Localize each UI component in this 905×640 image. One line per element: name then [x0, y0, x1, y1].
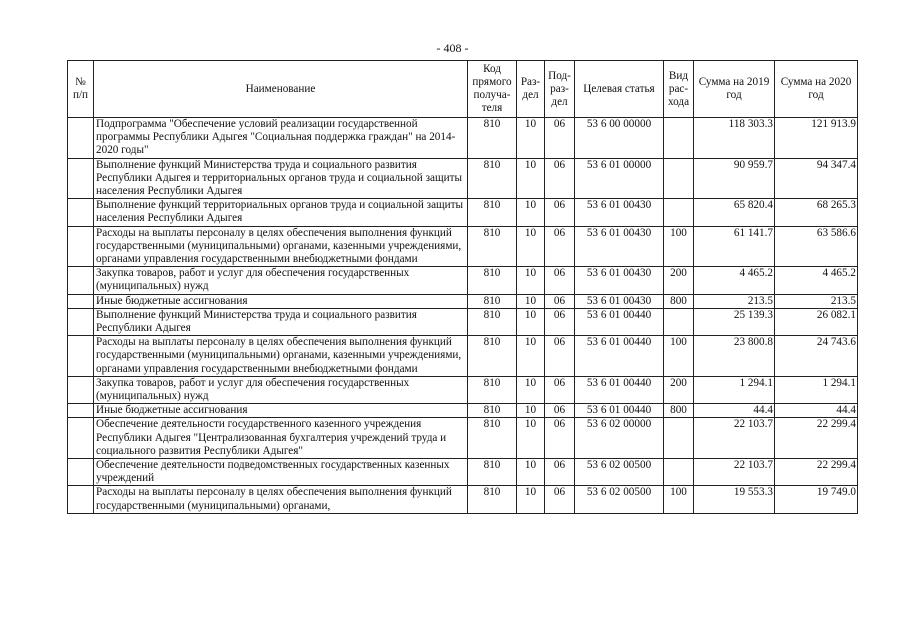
header-expense-type: Вид рас-хода — [664, 61, 694, 118]
cell-sum2019: 25 139.3 — [694, 308, 775, 335]
cell-sum2020: 24 743.6 — [775, 336, 858, 377]
cell-target: 53 6 01 00430 — [575, 267, 664, 294]
cell-num — [68, 308, 94, 335]
cell-name: Расходы на выплаты персоналу в целях обеспечения выполнения функций государственными (муниципальными) органами, казенными учреждениями, органами управления государственными внебюджетными фондами — [94, 226, 468, 267]
cell-num — [68, 486, 94, 513]
cell-subsection: 06 — [545, 336, 575, 377]
cell-section: 10 — [517, 226, 545, 267]
cell-num — [68, 118, 94, 159]
cell-expense-type: 100 — [664, 486, 694, 513]
table-row — [68, 158, 858, 199]
cell-name: Закупка товаров, работ и услуг для обеспечения государственных (муниципальных) нужд — [94, 267, 468, 294]
cell-sum2019: 4 465.2 — [694, 267, 775, 294]
cell-expense-type — [664, 418, 694, 459]
cell-target: 53 6 01 00440 — [575, 336, 664, 377]
cell-name: Выполнение функций Министерства труда и социального развития Республики Адыгея — [94, 308, 468, 335]
cell-name: Обеспечение деятельности подведомственных государственных казенных учреждений — [94, 459, 468, 486]
page-number: - 408 - — [436, 41, 469, 55]
cell-target: 53 6 02 00500 — [575, 459, 664, 486]
header-sum-2019: Сумма на 2019 год — [694, 61, 775, 118]
cell-code: 810 — [468, 199, 517, 226]
header-num: № п/п — [68, 61, 94, 118]
table-row — [68, 226, 858, 267]
cell-expense-type: 200 — [664, 376, 694, 403]
cell-subsection: 06 — [545, 226, 575, 267]
cell-sum2020: 68 265.3 — [775, 199, 858, 226]
cell-name: Выполнение функций территориальных органов труда и социальной защиты населения Республики Адыгея — [94, 199, 468, 226]
cell-code: 810 — [468, 459, 517, 486]
table-row — [68, 418, 858, 459]
cell-subsection: 06 — [545, 486, 575, 513]
cell-expense-type — [664, 308, 694, 335]
cell-section: 10 — [517, 336, 545, 377]
cell-expense-type — [664, 118, 694, 159]
cell-code: 810 — [468, 376, 517, 403]
cell-sum2019: 90 959.7 — [694, 158, 775, 199]
cell-name: Обеспечение деятельности государственного казенного учреждения Республики Адыгея "Централизованная бухгалтерия учреждений труда и социального развития Республики Адыгея" — [94, 418, 468, 459]
cell-target: 53 6 01 00440 — [575, 376, 664, 403]
cell-sum2019: 19 553.3 — [694, 486, 775, 513]
cell-subsection: 06 — [545, 418, 575, 459]
table-body — [68, 118, 858, 514]
cell-section: 10 — [517, 459, 545, 486]
budget-table — [67, 60, 858, 514]
cell-num — [68, 336, 94, 377]
cell-subsection: 06 — [545, 158, 575, 199]
cell-sum2019: 22 103.7 — [694, 459, 775, 486]
cell-sum2019: 23 800.8 — [694, 336, 775, 377]
table-row — [68, 199, 858, 226]
cell-name: Расходы на выплаты персоналу в целях обеспечения выполнения функций государственными (муниципальными) органами, — [94, 486, 468, 513]
cell-name: Иные бюджетные ассигнования — [94, 404, 468, 418]
cell-subsection: 06 — [545, 294, 575, 308]
cell-subsection: 06 — [545, 404, 575, 418]
cell-sum2020: 1 294.1 — [775, 376, 858, 403]
cell-num — [68, 199, 94, 226]
table-row — [68, 486, 858, 513]
cell-section: 10 — [517, 486, 545, 513]
cell-subsection: 06 — [545, 199, 575, 226]
cell-section: 10 — [517, 404, 545, 418]
cell-target: 53 6 01 00430 — [575, 226, 664, 267]
cell-expense-type — [664, 158, 694, 199]
cell-section: 10 — [517, 199, 545, 226]
table-row — [68, 294, 858, 308]
cell-sum2020: 213.5 — [775, 294, 858, 308]
table-row — [68, 404, 858, 418]
cell-subsection: 06 — [545, 118, 575, 159]
cell-target: 53 6 01 00430 — [575, 199, 664, 226]
cell-code: 810 — [468, 418, 517, 459]
cell-num — [68, 418, 94, 459]
cell-num — [68, 459, 94, 486]
cell-code: 810 — [468, 336, 517, 377]
cell-expense-type: 800 — [664, 404, 694, 418]
cell-expense-type — [664, 459, 694, 486]
cell-code: 810 — [468, 404, 517, 418]
cell-section: 10 — [517, 418, 545, 459]
cell-sum2020: 26 082.1 — [775, 308, 858, 335]
cell-code: 810 — [468, 308, 517, 335]
cell-num — [68, 267, 94, 294]
table-row — [68, 267, 858, 294]
cell-name: Подпрограмма "Обеспечение условий реализации государственной программы Республики Адыгея "Социальная поддержка граждан" на 2014-2020 годы" — [94, 118, 468, 159]
cell-num — [68, 404, 94, 418]
cell-section: 10 — [517, 267, 545, 294]
cell-sum2020: 22 299.4 — [775, 418, 858, 459]
cell-expense-type: 800 — [664, 294, 694, 308]
cell-section: 10 — [517, 118, 545, 159]
header-subsection: Под-раз-дел — [545, 61, 575, 118]
table-row — [68, 376, 858, 403]
cell-target: 53 6 00 00000 — [575, 118, 664, 159]
cell-section: 10 — [517, 294, 545, 308]
cell-code: 810 — [468, 226, 517, 267]
cell-sum2020: 94 347.4 — [775, 158, 858, 199]
cell-sum2019: 118 303.3 — [694, 118, 775, 159]
cell-expense-type: 100 — [664, 336, 694, 377]
table-row — [68, 308, 858, 335]
cell-subsection: 06 — [545, 267, 575, 294]
cell-sum2020: 63 586.6 — [775, 226, 858, 267]
cell-sum2019: 22 103.7 — [694, 418, 775, 459]
cell-num — [68, 158, 94, 199]
cell-code: 810 — [468, 118, 517, 159]
cell-name: Иные бюджетные ассигнования — [94, 294, 468, 308]
cell-target: 53 6 01 00440 — [575, 308, 664, 335]
table-row — [68, 459, 858, 486]
cell-sum2019: 61 141.7 — [694, 226, 775, 267]
cell-name: Закупка товаров, работ и услуг для обеспечения государственных (муниципальных) нужд — [94, 376, 468, 403]
cell-subsection: 06 — [545, 376, 575, 403]
cell-num — [68, 226, 94, 267]
cell-sum2020: 44.4 — [775, 404, 858, 418]
header-target: Целевая статья — [575, 61, 664, 118]
cell-sum2019: 65 820.4 — [694, 199, 775, 226]
table-row — [68, 336, 858, 377]
header-name: Наименование — [94, 61, 468, 118]
cell-section: 10 — [517, 376, 545, 403]
cell-sum2020: 4 465.2 — [775, 267, 858, 294]
cell-sum2019: 1 294.1 — [694, 376, 775, 403]
cell-name: Расходы на выплаты персоналу в целях обеспечения выполнения функций государственными (муниципальными) органами, казенными учреждениями, органами управления государственными внебюджетными фондами — [94, 336, 468, 377]
cell-code: 810 — [468, 267, 517, 294]
cell-num — [68, 294, 94, 308]
cell-sum2020: 19 749.0 — [775, 486, 858, 513]
header-code: Код прямого получа-теля — [468, 61, 517, 118]
cell-target: 53 6 01 00000 — [575, 158, 664, 199]
cell-name: Выполнение функций Министерства труда и социального развития Республики Адыгея и территориальных органов труда и социальной защиты населения Республики Адыгея — [94, 158, 468, 199]
cell-sum2019: 44.4 — [694, 404, 775, 418]
header-sum-2020: Сумма на 2020 год — [775, 61, 858, 118]
cell-expense-type — [664, 199, 694, 226]
cell-expense-type: 100 — [664, 226, 694, 267]
cell-code: 810 — [468, 486, 517, 513]
cell-sum2019: 213.5 — [694, 294, 775, 308]
cell-section: 10 — [517, 158, 545, 199]
cell-num — [68, 376, 94, 403]
cell-sum2020: 121 913.9 — [775, 118, 858, 159]
table-header-row — [68, 61, 858, 118]
cell-expense-type: 200 — [664, 267, 694, 294]
cell-target: 53 6 02 00500 — [575, 486, 664, 513]
cell-sum2020: 22 299.4 — [775, 459, 858, 486]
cell-code: 810 — [468, 294, 517, 308]
cell-subsection: 06 — [545, 308, 575, 335]
cell-target: 53 6 02 00000 — [575, 418, 664, 459]
cell-code: 810 — [468, 158, 517, 199]
cell-section: 10 — [517, 308, 545, 335]
table-row — [68, 118, 858, 159]
cell-target: 53 6 01 00440 — [575, 404, 664, 418]
cell-subsection: 06 — [545, 459, 575, 486]
cell-target: 53 6 01 00430 — [575, 294, 664, 308]
header-section: Раз-дел — [517, 61, 545, 118]
